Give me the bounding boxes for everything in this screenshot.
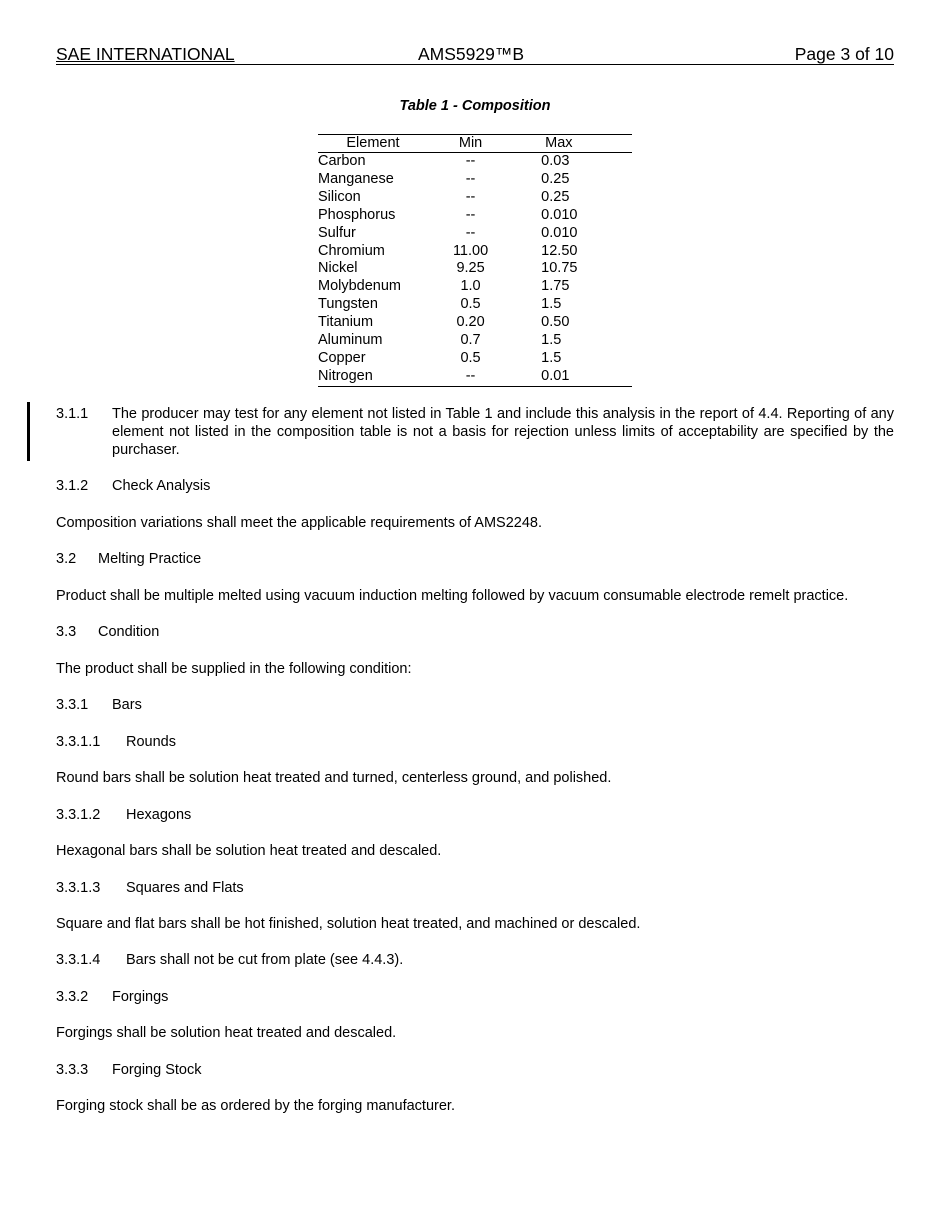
- cell-min: --: [465, 206, 476, 223]
- cell-min: 0.20: [456, 314, 485, 331]
- cell-min: 0.5: [460, 296, 481, 313]
- section-title: Squares and Flats: [126, 880, 244, 896]
- table-row: [318, 171, 632, 189]
- cell-min: 1.0: [460, 278, 481, 295]
- cell-element: Nitrogen: [318, 368, 430, 386]
- section-3-3-1-3-body: Square and flat bars shall be hot finished, solution heat treated, and machined or descaled.: [56, 916, 641, 932]
- section-3-3-1-1-body: Round bars shall be solution heat treated and turned, centerless ground, and polished.: [56, 770, 612, 786]
- column-header-min: Min: [430, 135, 511, 153]
- column-header-max: Max: [511, 135, 632, 153]
- section-number: 3.3.1.1: [56, 734, 101, 750]
- table-row: [318, 332, 632, 350]
- table-row: [318, 296, 632, 314]
- table-row: [318, 153, 632, 171]
- table-header-row: [318, 135, 632, 153]
- section-title: Bars: [112, 697, 142, 713]
- section-3-3-3-body: Forging stock shall be as ordered by the forging manufacturer.: [56, 1098, 455, 1114]
- table-row: [318, 278, 632, 296]
- section-3-1-1: [56, 405, 894, 459]
- cell-element: Phosphorus: [318, 206, 396, 223]
- cell-max: 1.5: [541, 332, 562, 349]
- section-number: 3.3.1.3: [56, 880, 101, 896]
- revision-change-bar: [27, 402, 30, 461]
- section-title: Rounds: [126, 734, 176, 750]
- section-3-2-body: Product shall be multiple melted using vacuum induction melting followed by vacuum consumable electrode remelt practice.: [56, 588, 849, 604]
- section-number: 3.1.1: [56, 406, 89, 422]
- cell-max: 1.5: [541, 296, 562, 313]
- cell-element: Chromium: [318, 242, 385, 259]
- section-title: Condition: [98, 624, 160, 640]
- cell-max: 12.50: [541, 242, 578, 259]
- section-number: 3.3.1: [56, 697, 89, 713]
- section-number: 3.3.2: [56, 989, 89, 1005]
- cell-max: 0.03: [541, 153, 570, 169]
- cell-max: 0.50: [541, 314, 570, 331]
- cell-max: 1.75: [541, 278, 570, 295]
- cell-max: 0.01: [511, 368, 632, 386]
- document-number: AMS5929™B: [418, 44, 525, 64]
- table-row: [318, 243, 632, 261]
- cell-max: 0.25: [541, 170, 570, 187]
- section-title: Check Analysis: [112, 478, 211, 494]
- cell-min: --: [465, 224, 476, 241]
- section-number: 3.2: [56, 551, 77, 567]
- cell-min: 0.7: [460, 332, 481, 349]
- cell-element: Sulfur: [318, 224, 356, 241]
- cell-element: Carbon: [318, 153, 366, 169]
- section-title: Forgings: [112, 989, 169, 1005]
- section-number: 3.3.1.2: [56, 807, 101, 823]
- section-number: 3.3: [56, 624, 77, 640]
- cell-element: Molybdenum: [318, 278, 402, 295]
- cell-min: --: [430, 368, 511, 386]
- section-number: 3.1.2: [56, 478, 89, 494]
- table-row: [318, 314, 632, 332]
- section-3-3-body: The product shall be supplied in the following condition:: [56, 661, 412, 677]
- publisher-name: SAE INTERNATIONAL: [56, 44, 235, 64]
- table-row: [318, 350, 632, 368]
- section-number: 3.3.1.4: [56, 952, 101, 968]
- cell-element: Titanium: [318, 314, 374, 331]
- cell-max: 10.75: [541, 260, 578, 277]
- section-text: The producer may test for any element not listed in Table 1 and include this analysis in the report of 4.4. Reporting of any element not listed in the composition table is not a basis for rejection unless limits of acceptability are specified by the purchaser.: [112, 406, 894, 458]
- cell-element: Aluminum: [318, 332, 383, 349]
- table-caption: Table 1 - Composition: [399, 98, 551, 114]
- section-number: 3.3.3: [56, 1062, 89, 1078]
- cell-max: 0.25: [541, 188, 570, 205]
- page-header: [56, 44, 894, 65]
- section-3-1-2-body: Composition variations shall meet the applicable requirements of AMS2248.: [56, 515, 543, 531]
- cell-min: 9.25: [456, 260, 485, 277]
- cell-element: Tungsten: [318, 296, 378, 313]
- section-3-3-1-2-body: Hexagonal bars shall be solution heat treated and descaled.: [56, 843, 442, 859]
- cell-min: --: [465, 153, 476, 169]
- section-title: Hexagons: [126, 807, 192, 823]
- cell-element: Nickel: [318, 260, 358, 277]
- cell-max: 0.010: [541, 224, 578, 241]
- section-title: Bars shall not be cut from plate (see 4.4.3).: [126, 952, 404, 968]
- table-row: [318, 368, 632, 386]
- cell-element: Manganese: [318, 170, 394, 187]
- table-row: [318, 260, 632, 278]
- table-row: [318, 225, 632, 243]
- table-row: [318, 207, 632, 225]
- cell-max: 1.5: [541, 349, 562, 366]
- section-title: Forging Stock: [112, 1062, 202, 1078]
- section-3-3-2-body: Forgings shall be solution heat treated and descaled.: [56, 1025, 397, 1041]
- table-row: [318, 189, 632, 207]
- cell-max: 0.010: [541, 206, 578, 223]
- cell-min: 11.00: [452, 242, 489, 259]
- section-title: Melting Practice: [98, 551, 202, 567]
- cell-min: --: [465, 188, 476, 205]
- cell-min: 0.5: [460, 349, 481, 366]
- cell-element: Copper: [318, 349, 366, 366]
- column-header-element: Element: [318, 135, 430, 153]
- cell-min: --: [465, 170, 476, 187]
- composition-table: [318, 134, 632, 387]
- cell-element: Silicon: [318, 188, 361, 205]
- page-number: Page 3 of 10: [794, 44, 894, 64]
